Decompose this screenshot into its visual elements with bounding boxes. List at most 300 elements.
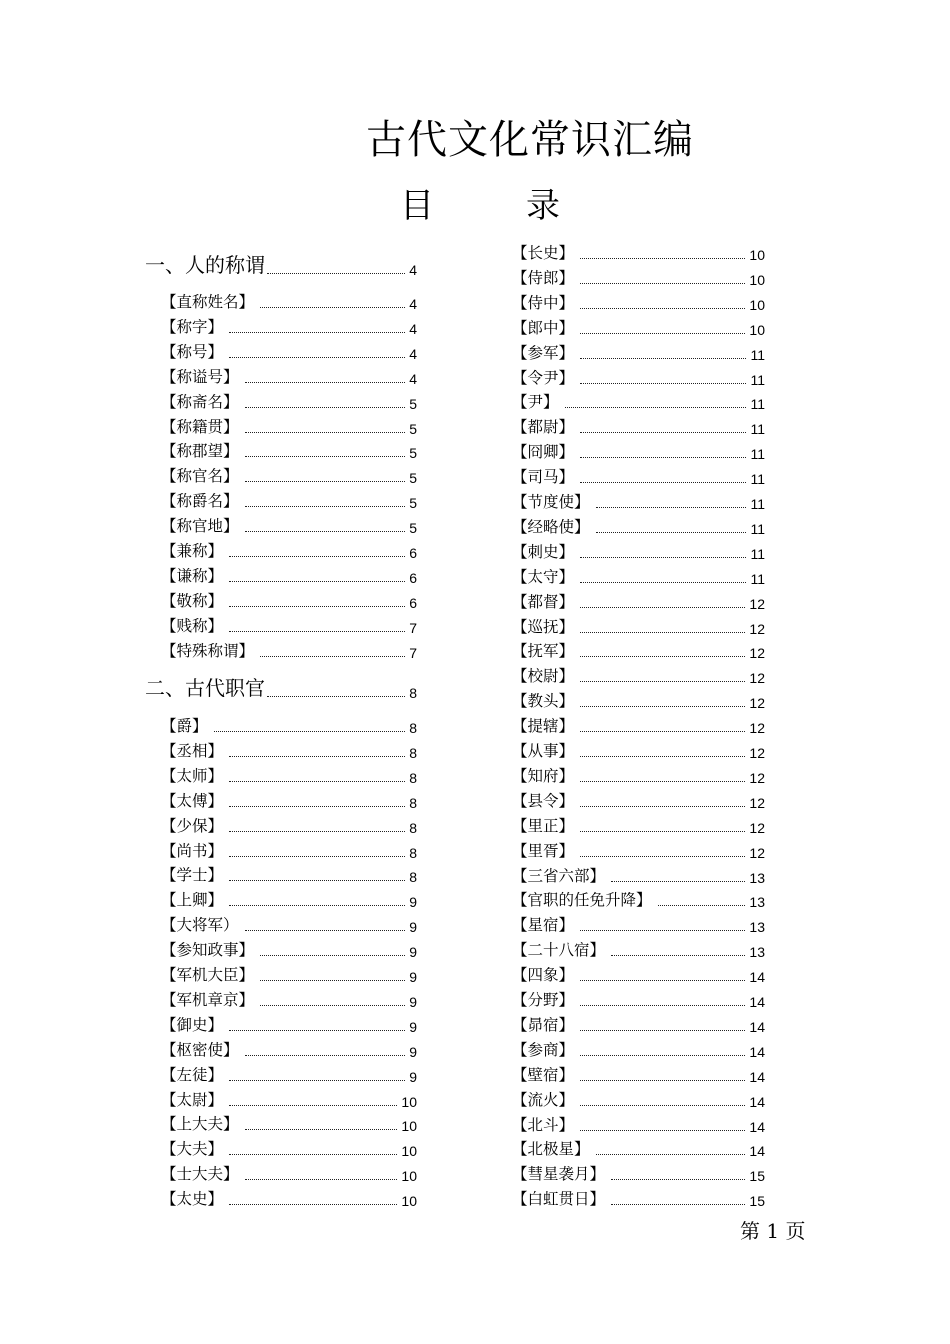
toc-entry-page: 11 xyxy=(750,346,765,363)
toc-entry-label: 【枢密使】 xyxy=(161,1040,239,1059)
toc-entry-page: 10 xyxy=(401,1168,417,1185)
dot-leader xyxy=(580,856,745,857)
dot-leader xyxy=(229,581,405,582)
toc-entry-label: 【壁宿】 xyxy=(512,1065,575,1084)
toc-entry-label: 【称官名】 xyxy=(161,467,239,486)
toc-entry-page: 11 xyxy=(750,520,765,537)
dot-leader xyxy=(580,582,746,583)
toc-entry[interactable] xyxy=(512,440,765,462)
toc-entry-label: 【节度使】 xyxy=(512,493,590,511)
dot-leader xyxy=(580,1105,745,1106)
toc-entry-page: 12 xyxy=(749,844,765,861)
toc-entry[interactable] xyxy=(145,639,417,661)
toc-entry[interactable] xyxy=(145,814,417,836)
toc-entry-page: 4 xyxy=(409,296,417,312)
dot-leader xyxy=(596,507,747,508)
toc-entry-label: 【士大夫】 xyxy=(161,1165,239,1184)
toc-entry[interactable] xyxy=(512,988,765,1010)
toc-entry[interactable] xyxy=(512,266,765,288)
dot-leader xyxy=(229,1080,405,1081)
toc-entry-page: 12 xyxy=(749,769,765,786)
toc-entry-label: 【昴宿】 xyxy=(512,1015,575,1034)
toc-entry[interactable] xyxy=(145,464,417,486)
dot-leader xyxy=(580,1080,745,1081)
toc-entry[interactable] xyxy=(512,689,765,711)
toc-section[interactable] xyxy=(145,671,417,701)
dot-leader xyxy=(580,831,745,832)
toc-entry-label: 【尹】 xyxy=(512,393,559,412)
dot-leader xyxy=(580,432,746,433)
toc-entry-page: 8 xyxy=(409,819,417,836)
toc-entry[interactable] xyxy=(145,938,417,960)
toc-entry-page: 12 xyxy=(749,595,765,612)
toc-entry[interactable] xyxy=(145,340,417,362)
toc-entry-label: 【都尉】 xyxy=(512,418,575,437)
toc-entry[interactable] xyxy=(145,1063,417,1085)
toc-entry[interactable] xyxy=(512,341,765,363)
dot-leader xyxy=(245,407,406,408)
toc-entry-page: 8 xyxy=(409,869,417,886)
dot-leader xyxy=(580,457,746,458)
toc-entry-page: 8 xyxy=(409,720,417,736)
toc-entry[interactable] xyxy=(145,764,417,786)
toc-entry-label: 【特殊称谓】 xyxy=(161,641,255,660)
toc-entry-label: 【白虹贯日】 xyxy=(512,1190,606,1209)
toc-entry[interactable] xyxy=(145,589,417,611)
toc-entry-label: 【称斋名】 xyxy=(161,392,239,411)
dot-leader xyxy=(611,881,745,882)
toc-entry-label: 【侍郎】 xyxy=(512,268,575,287)
dot-leader xyxy=(245,456,406,457)
toc-entry-page: 6 xyxy=(409,569,417,586)
toc-entry[interactable] xyxy=(145,290,417,312)
toc-entry-page: 10 xyxy=(749,247,765,263)
toc-entry-label: 【称郡望】 xyxy=(161,442,239,461)
toc-entry[interactable] xyxy=(512,764,765,786)
toc-entry-label: 【北斗】 xyxy=(512,1115,575,1134)
toc-entry[interactable] xyxy=(145,1112,417,1134)
toc-entry[interactable] xyxy=(145,365,417,387)
toc-entry-page: 5 xyxy=(409,445,417,462)
dot-leader xyxy=(580,930,745,931)
toc-entry[interactable] xyxy=(512,490,765,512)
dot-leader xyxy=(580,482,746,483)
toc-entry[interactable] xyxy=(512,888,765,910)
dot-leader xyxy=(245,382,406,383)
toc-entry-label: 【太师】 xyxy=(161,766,224,785)
toc-entry[interactable] xyxy=(145,415,417,437)
toc-entry[interactable] xyxy=(512,714,765,736)
toc-entry[interactable] xyxy=(512,415,765,437)
toc-entry[interactable] xyxy=(145,1137,417,1159)
dot-leader xyxy=(580,383,746,384)
toc-entry-label: 【太傅】 xyxy=(161,791,224,810)
toc-entry[interactable] xyxy=(512,739,765,761)
page-number: 第 1 页 xyxy=(740,1219,806,1243)
toc-entry-label: 二、古代职官 xyxy=(145,676,265,700)
toc-entry-page: 7 xyxy=(409,644,417,661)
toc-entry[interactable] xyxy=(145,1013,417,1035)
toc-entry-page: 10 xyxy=(401,1118,417,1135)
toc-entry[interactable] xyxy=(145,714,417,736)
toc-entry[interactable] xyxy=(512,1187,765,1209)
toc-entry-page: 10 xyxy=(401,1093,417,1110)
toc-entry-label: 【官职的任免升降】 xyxy=(512,891,652,910)
dot-leader xyxy=(229,781,405,782)
toc-entry-page: 15 xyxy=(749,1168,765,1185)
dot-leader xyxy=(229,556,405,557)
toc-entry-page: 13 xyxy=(749,894,765,911)
dot-leader xyxy=(260,1005,405,1006)
toc-entry[interactable] xyxy=(512,366,765,388)
toc-entry-page: 11 xyxy=(750,396,765,413)
toc-entry-page: 9 xyxy=(409,944,417,961)
toc-entry[interactable] xyxy=(145,888,417,910)
toc-entry-page: 9 xyxy=(409,1043,417,1060)
dot-leader xyxy=(580,1005,745,1006)
toc-entry-page: 9 xyxy=(409,894,417,911)
toc-entry-label: 【左徒】 xyxy=(161,1065,224,1084)
toc-entry[interactable] xyxy=(145,539,417,561)
dot-leader xyxy=(580,731,745,732)
dot-leader xyxy=(260,955,405,956)
toc-entry-page: 14 xyxy=(749,969,765,986)
toc-entry-page: 9 xyxy=(409,969,417,985)
dot-leader xyxy=(596,532,747,533)
toc-entry-label: 【称官地】 xyxy=(161,517,239,536)
toc-entry[interactable] xyxy=(145,614,417,636)
toc-entry-page: 12 xyxy=(749,645,765,662)
toc-entry-page: 5 xyxy=(409,520,417,537)
toc-entry-page: 12 xyxy=(749,720,765,737)
dot-leader xyxy=(580,656,745,657)
toc-entry-page: 4 xyxy=(409,370,417,387)
toc-entry[interactable] xyxy=(145,913,417,935)
toc-entry[interactable] xyxy=(145,863,417,885)
toc-entry-page: 14 xyxy=(749,1143,765,1160)
dot-leader xyxy=(580,806,745,807)
toc-entry-label: 【上大夫】 xyxy=(161,1115,239,1134)
dot-leader xyxy=(229,357,405,358)
toc-entry[interactable] xyxy=(512,316,765,338)
toc-entry-page: 8 xyxy=(409,744,417,761)
toc-entry-page: 5 xyxy=(409,495,417,512)
toc-entry-page: 13 xyxy=(749,944,765,961)
dot-leader xyxy=(611,1179,745,1180)
toc-entry[interactable] xyxy=(512,1088,765,1110)
toc-entry-page: 14 xyxy=(749,1118,765,1135)
toc-entry-label: 【上卿】 xyxy=(161,891,224,910)
toc-entry-page: 11 xyxy=(750,371,765,388)
toc-entry-label: 【直称姓名】 xyxy=(161,293,255,311)
toc-entry-page: 10 xyxy=(401,1143,417,1160)
toc-entry-page: 11 xyxy=(750,446,765,463)
toc-entry-label: 【提辖】 xyxy=(512,717,575,736)
toc-entry[interactable] xyxy=(512,540,765,562)
toc-entry-page: 11 xyxy=(750,545,765,562)
dot-leader xyxy=(229,631,405,632)
toc-entry-label: 【敬称】 xyxy=(161,591,224,610)
dot-leader xyxy=(580,308,745,309)
toc-entry-page: 8 xyxy=(409,794,417,811)
dot-leader xyxy=(580,258,745,259)
dot-leader xyxy=(580,681,745,682)
toc-entry-label: 【冏卿】 xyxy=(512,443,575,462)
toc-entry[interactable] xyxy=(512,938,765,960)
dot-leader xyxy=(658,905,746,906)
dot-leader xyxy=(580,980,745,981)
toc-entry-page: 6 xyxy=(409,545,417,561)
toc-entry[interactable] xyxy=(512,839,765,861)
toc-entry-page: 14 xyxy=(749,994,765,1010)
toc-entry-label: 【二十八宿】 xyxy=(512,941,606,960)
toc-entry-label: 【都督】 xyxy=(512,592,575,611)
toc-entry-label: 【分野】 xyxy=(512,991,575,1009)
dot-leader xyxy=(229,756,405,757)
toc-entry[interactable] xyxy=(512,291,765,313)
dot-leader xyxy=(580,557,746,558)
toc-entry[interactable] xyxy=(512,963,765,985)
toc-entry-label: 【爵】 xyxy=(161,717,208,735)
toc-entry-page: 9 xyxy=(409,919,417,936)
toc-entry-page: 12 xyxy=(749,670,765,687)
dot-leader xyxy=(229,905,405,906)
toc-entry-label: 【侍中】 xyxy=(512,293,575,312)
toc-entry[interactable] xyxy=(145,963,417,985)
toc-entry[interactable] xyxy=(512,590,765,612)
toc-entry-page: 4 xyxy=(409,262,417,278)
toc-entry[interactable] xyxy=(512,390,765,412)
toc-entry[interactable] xyxy=(145,988,417,1010)
toc-entry[interactable] xyxy=(512,1162,765,1184)
dot-leader xyxy=(229,1154,397,1155)
toc-entry-page: 8 xyxy=(409,844,417,861)
toc-entry-label: 【贱称】 xyxy=(161,616,224,635)
toc-entry[interactable] xyxy=(145,1038,417,1060)
dot-leader xyxy=(260,980,405,981)
toc-entry-page: 4 xyxy=(409,320,417,337)
toc-entry[interactable] xyxy=(145,564,417,586)
toc-entry-label: 【军机大臣】 xyxy=(161,966,255,984)
toc-entry-label: 【县令】 xyxy=(512,791,575,810)
toc-entry-page: 12 xyxy=(749,794,765,811)
toc-entry[interactable] xyxy=(145,1187,417,1209)
toc-entry-label: 【彗星袭月】 xyxy=(512,1165,606,1184)
toc-entry-page: 10 xyxy=(401,1193,417,1210)
toc-entry-page: 10 xyxy=(749,271,765,288)
toc-heading xyxy=(400,178,560,227)
dot-leader xyxy=(229,831,405,832)
toc-entry-label: 【称号】 xyxy=(161,342,224,361)
toc-entry-page: 8 xyxy=(409,685,417,701)
dot-leader xyxy=(580,358,746,359)
toc-entry-page: 6 xyxy=(409,594,417,611)
toc-entry[interactable] xyxy=(145,439,417,461)
dot-leader xyxy=(611,1204,745,1205)
toc-entry-label: 【称籍贯】 xyxy=(161,417,239,436)
toc-entry-label: 【丞相】 xyxy=(161,741,224,760)
toc-entry-label: 【大将军） xyxy=(161,916,239,935)
dot-leader xyxy=(267,273,405,274)
toc-entry-label: 【少保】 xyxy=(161,816,224,835)
dot-leader xyxy=(565,407,747,408)
dot-leader xyxy=(580,1055,745,1056)
toc-entry-page: 12 xyxy=(749,819,765,836)
toc-entry-page: 14 xyxy=(749,1043,765,1060)
toc-entry-page: 9 xyxy=(409,993,417,1010)
dot-leader xyxy=(229,332,405,333)
toc-entry[interactable] xyxy=(512,1113,765,1135)
toc-entry-page: 14 xyxy=(749,1093,765,1110)
dot-leader xyxy=(580,1130,745,1131)
toc-entry-label: 【星宿】 xyxy=(512,916,575,935)
toc-entry[interactable] xyxy=(512,864,765,886)
toc-entry-label: 【司马】 xyxy=(512,468,575,487)
dot-leader xyxy=(580,607,745,608)
toc-entry-page: 5 xyxy=(409,420,417,437)
dot-leader xyxy=(245,1129,398,1130)
toc-entry[interactable] xyxy=(145,1162,417,1184)
toc-entry-page: 10 xyxy=(749,296,765,313)
toc-entry-page: 13 xyxy=(749,869,765,886)
toc-entry[interactable] xyxy=(512,615,765,637)
dot-leader xyxy=(229,606,405,607)
toc-entry-label: 一、人的称谓 xyxy=(145,253,265,277)
toc-entry[interactable] xyxy=(145,1088,417,1110)
toc-entry-label: 【巡抚】 xyxy=(512,617,575,636)
toc-entry-page: 10 xyxy=(749,321,765,338)
dot-leader xyxy=(245,432,406,433)
toc-entry-label: 【太史】 xyxy=(161,1190,224,1209)
toc-entry-label: 【流火】 xyxy=(512,1090,575,1109)
toc-entry[interactable] xyxy=(512,241,765,263)
dot-leader xyxy=(229,856,405,857)
toc-entry[interactable] xyxy=(145,315,417,337)
toc-entry-label: 【太守】 xyxy=(512,567,575,586)
toc-entry[interactable] xyxy=(512,639,765,661)
toc-entry-label: 【经略使】 xyxy=(512,517,590,536)
toc-entry-label: 【里胥】 xyxy=(512,841,575,860)
toc-entry-label: 【校尉】 xyxy=(512,667,575,686)
toc-entry[interactable] xyxy=(512,465,765,487)
toc-entry[interactable] xyxy=(145,789,417,811)
toc-entry-page: 13 xyxy=(749,919,765,936)
dot-leader xyxy=(229,806,405,807)
toc-entry-page: 9 xyxy=(409,1068,417,1085)
dot-leader xyxy=(229,1105,397,1106)
toc-entry-label: 【学士】 xyxy=(161,866,224,885)
toc-entry-label: 【三省六部】 xyxy=(512,866,606,885)
dot-leader xyxy=(245,1179,398,1180)
toc-entry-page: 8 xyxy=(409,769,417,786)
toc-entry-page: 9 xyxy=(409,1018,417,1035)
document-title: 古代文化常识汇编 xyxy=(366,117,694,163)
dot-leader xyxy=(245,1055,406,1056)
dot-leader xyxy=(580,756,745,757)
toc-entry-page: 14 xyxy=(749,1018,765,1035)
toc-entry[interactable] xyxy=(512,515,765,537)
toc-entry-label: 【北极星】 xyxy=(512,1140,590,1159)
toc-entry-label: 【里正】 xyxy=(512,816,575,835)
toc-entry[interactable] xyxy=(145,514,417,536)
toc-entry-label: 【称字】 xyxy=(161,317,224,336)
toc-entry-page: 11 xyxy=(750,496,765,512)
toc-entry-label: 【尚书】 xyxy=(161,841,224,860)
dot-leader xyxy=(267,696,405,697)
dot-leader xyxy=(245,481,406,482)
toc-entry-label: 【抚军】 xyxy=(512,642,575,661)
toc-entry-label: 【参知政事】 xyxy=(161,941,255,960)
toc-entry-label: 【大夫】 xyxy=(161,1140,224,1159)
dot-leader xyxy=(580,706,745,707)
dot-leader xyxy=(245,531,406,532)
dot-leader xyxy=(580,333,745,334)
toc-entry-label: 【太尉】 xyxy=(161,1090,224,1109)
toc-entry-label: 【参军】 xyxy=(512,343,575,362)
toc-entry-label: 【令尹】 xyxy=(512,368,575,387)
toc-entry[interactable] xyxy=(145,839,417,861)
toc-entry[interactable] xyxy=(512,1063,765,1085)
toc-entry-label: 【兼称】 xyxy=(161,542,224,560)
toc-entry[interactable] xyxy=(512,814,765,836)
toc-heading-char-2: 录 xyxy=(526,186,560,226)
toc-entry-label: 【从事】 xyxy=(512,742,575,760)
toc-entry-label: 【谦称】 xyxy=(161,566,224,585)
dot-leader xyxy=(229,1204,397,1205)
toc-entry-page: 11 xyxy=(750,421,765,438)
dot-leader xyxy=(214,731,406,732)
toc-entry-label: 【长史】 xyxy=(512,244,575,262)
dot-leader xyxy=(245,506,406,507)
toc-heading-char-1: 目 xyxy=(400,186,434,226)
toc-section[interactable] xyxy=(145,248,417,278)
toc-entry-label: 【教头】 xyxy=(512,692,575,711)
dot-leader xyxy=(580,781,745,782)
toc-entry-page: 12 xyxy=(749,620,765,637)
toc-entry-label: 【参商】 xyxy=(512,1040,575,1059)
toc-entry-label: 【郎中】 xyxy=(512,318,575,337)
toc-entry[interactable] xyxy=(145,489,417,511)
toc-entry-page: 5 xyxy=(409,395,417,412)
toc-entry[interactable] xyxy=(512,789,765,811)
toc-entry[interactable] xyxy=(512,1038,765,1060)
toc-entry-page: 7 xyxy=(409,619,417,636)
toc-entry-page: 15 xyxy=(749,1193,765,1210)
dot-leader xyxy=(580,283,745,284)
dot-leader xyxy=(580,1030,745,1031)
toc-entry[interactable] xyxy=(512,664,765,686)
dot-leader xyxy=(596,1154,746,1155)
toc-entry-label: 【四象】 xyxy=(512,966,575,985)
dot-leader xyxy=(229,880,405,881)
dot-leader xyxy=(611,955,745,956)
toc-entry-page: 5 xyxy=(409,470,417,487)
toc-entry[interactable] xyxy=(145,390,417,412)
toc-entry[interactable] xyxy=(512,913,765,935)
dot-leader xyxy=(580,632,745,633)
toc-entry-page: 4 xyxy=(409,345,417,362)
toc-entry[interactable] xyxy=(512,1137,765,1159)
dot-leader xyxy=(260,656,405,657)
toc-entry[interactable] xyxy=(512,565,765,587)
dot-leader xyxy=(229,1030,405,1031)
toc-entry-page: 11 xyxy=(750,471,765,488)
toc-entry[interactable] xyxy=(512,1013,765,1035)
toc-entry-page: 12 xyxy=(749,745,765,761)
toc-entry-label: 【知府】 xyxy=(512,766,575,785)
toc-entry-page: 11 xyxy=(750,570,765,587)
toc-entry[interactable] xyxy=(145,739,417,761)
